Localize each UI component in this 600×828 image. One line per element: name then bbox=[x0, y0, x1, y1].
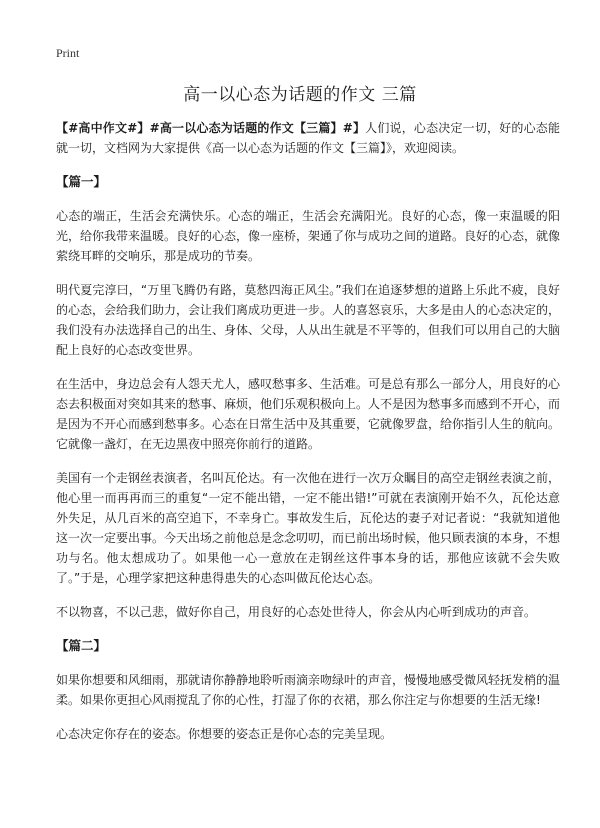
paragraph: 如果你想要和风细雨，那就请你静静地聆听雨滴亲吻绿叶的声音，慢慢地感受微风轻抚发梢的温柔。如果你更担心风雨搅乱了你的心性，打湿了你的衣裙，那么你注定与你想要的生活无缘! bbox=[56, 673, 561, 707]
paragraph: 明代夏完淳曰，“万里飞腾仍有路，莫愁四海正风尘。”我们在追逐梦想的道路上乐此不疲，良好的心态，会给我们助力，会让我们离成功更进一步。人的喜怒哀乐，大多是由人的心态决定的，我们没有办法选择自己的出生、身体、父母，人从出生就是不平等的，但我们可以用自己的大脑配上良好的心态改变世界。 bbox=[56, 283, 561, 357]
intro-paragraph bbox=[56, 118, 560, 158]
paragraph: 在生活中，身边总会有人怨天尤人，感叹愁事多、生活难。可是总有那么一部分人，用良好的心态去积极面对突如其来的愁事、麻烦，他们乐观积极向上。人不是因为愁事多而感到不开心，而是因为不开心而感到愁事多。心态在日常生活中及其重要，它就像罗盘，给你指引人生的航向。它就像一盏灯，在无边黑夜中照亮你前行的道路。 bbox=[56, 377, 561, 451]
paragraph: 美国有一个走钢丝表演者，名叫瓦伦达。有一次他在进行一次万众瞩目的高空走钢丝表演之前，他心里一而再再而三的重复“一定不能出错，一定不能出错!”可就在表演刚开始不久，瓦伦达意外失足，从几百米的高空追下，不幸身亡。事故发生后，瓦伦达的妻子对记者说：“我就知道他这一次一定要出事。今天出场之前他总是念念叨叨，而已前出场时候，他只顾表演的本身，不想功与名。他太想成功了。如果他一心一意放在走钢丝这件事本身的话，那他应该就不会失败了。”于是，心理学家把这种患得患失的心态叫做瓦伦达心态。 bbox=[56, 471, 561, 585]
intro-text: 人们说，心态决定一切，好的心态能就一切，文档网为大家提供《高一以心态为话题的作文【三篇】》，欢迎阅读。 bbox=[56, 121, 560, 155]
section-heading-1: 【篇一】 bbox=[56, 174, 107, 189]
article-title: 高一以心态为话题的作文 三篇 bbox=[183, 85, 417, 105]
section-heading-2: 【篇二】 bbox=[56, 638, 107, 653]
paragraph: 不以物喜，不以己悲，做好你自己，用良好的心态处世待人，你会从内心听到成功的声音。 bbox=[56, 605, 537, 619]
paragraph: 心态决定你存在的姿态。你想要的姿态正是你心态的完美呈现。 bbox=[56, 727, 393, 741]
intro-tag: 【#高中作文#】#高一以心态为话题的作文【三篇】#】 bbox=[56, 121, 366, 135]
article-body bbox=[56, 118, 560, 758]
paragraph: 心态的端正，生活会充满快乐。心态的端正，生活会充满阳光。良好的心态，像一束温暖的阳光，给你我带来温暖。良好的心态，像一座桥，架通了你与成功之间的道路。良好的心态，就像萦绕耳畔的交响乐，那是成功的节奏。 bbox=[56, 209, 561, 263]
print-link[interactable]: Print bbox=[56, 46, 80, 60]
